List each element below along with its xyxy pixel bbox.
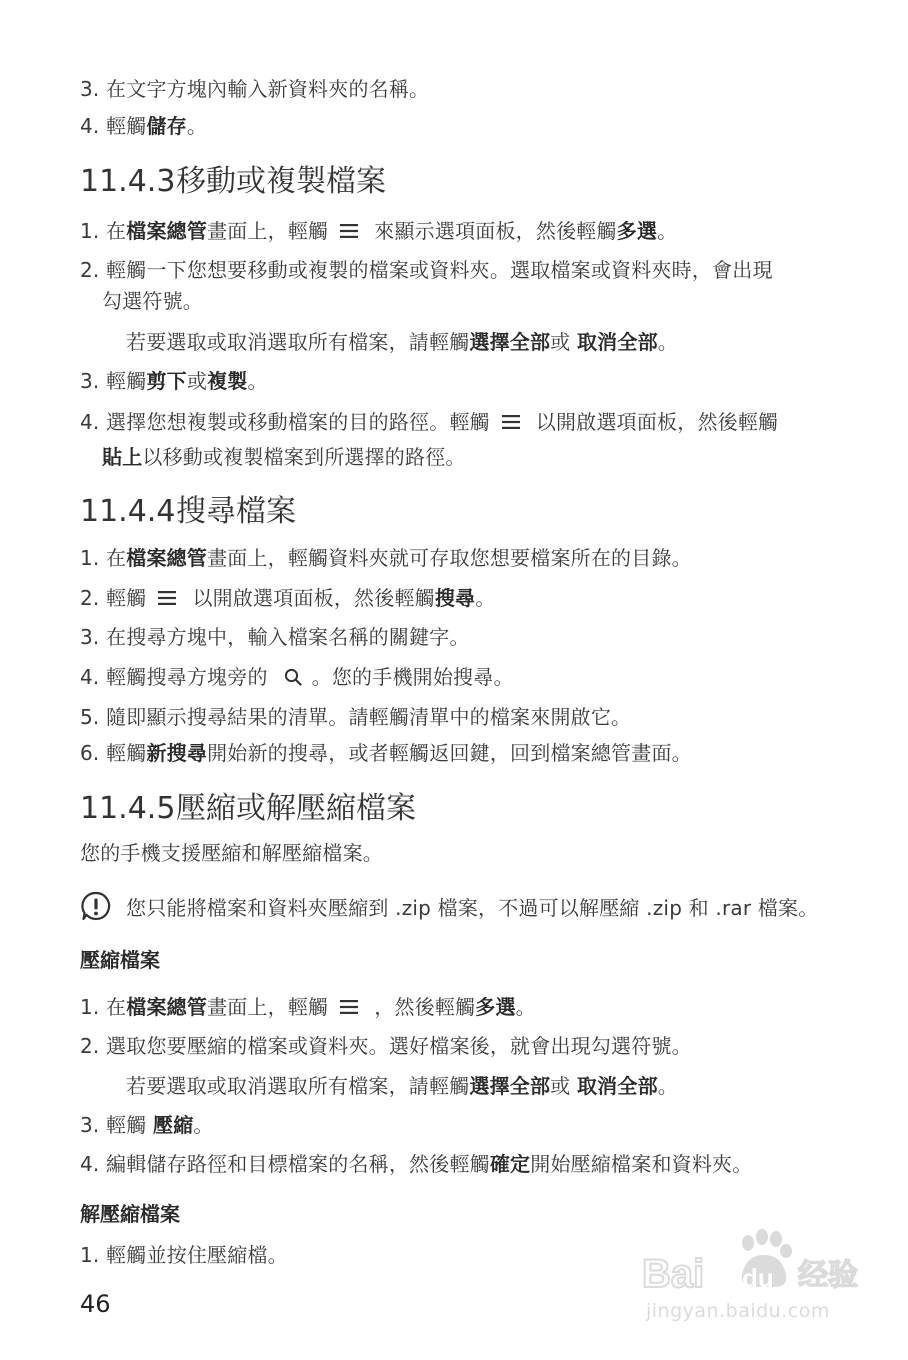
move-step-4-line-1: 4. 選擇您想複製或移動檔案的目的路徑。輕觸 以開啟選項面板，然後輕觸	[80, 410, 779, 434]
move-step-1: 1. 在檔案總管畫面上，輕觸 來顯示選項面板，然後輕觸多選。	[80, 219, 678, 243]
compress-step-1: 1. 在檔案總管畫面上，輕觸 ，然後輕觸多選。	[80, 995, 536, 1019]
decompress-step-1: 1. 輕觸並按住壓縮檔。	[80, 1243, 288, 1267]
decompress-heading: 解壓縮檔案	[80, 1202, 180, 1226]
search-step-5: 5. 隨即顯示搜尋結果的清單。請輕觸清單中的檔案來開啟它。	[80, 705, 632, 729]
compress-select-all-tip: 若要選取或取消選取所有檔案，請輕觸選擇全部或 取消全部。	[126, 1074, 678, 1098]
svg-text:Bai: Bai	[642, 1252, 705, 1296]
move-step-2-line-2: 勾選符號。	[102, 289, 203, 313]
compress-step-2: 2. 選取您要壓縮的檔案或資料夾。選好檔案後，就會出現勾選符號。	[80, 1034, 692, 1058]
section-heading-11-4-3: 11.4.3移動或複製檔案	[80, 164, 386, 199]
search-step-2: 2. 輕觸 以開啟選項面板，然後輕觸搜尋。	[80, 586, 496, 610]
step-4-tap-save: 4. 輕觸儲存。	[80, 114, 208, 138]
compress-step-3: 3. 輕觸 壓縮。	[80, 1113, 214, 1137]
move-step-4-line-2: 貼上以移動或複製檔案到所選擇的路徑。	[102, 445, 466, 469]
move-step-2-line-1: 2. 輕觸一下您想要移動或複製的檔案或資料夾。選取檔案或資料夾時，會出現	[80, 258, 773, 282]
svg-text:经验: 经验	[798, 1258, 858, 1293]
baidu-watermark-logo	[630, 1225, 870, 1335]
search-icon	[284, 668, 302, 686]
compress-intro: 您的手機支援壓縮和解壓縮檔案。	[80, 841, 383, 865]
menu-icon	[502, 415, 520, 429]
document-page	[80, 0, 840, 1360]
search-step-6: 6. 輕觸新搜尋開始新的搜尋，或者輕觸返回鍵，回到檔案總管畫面。	[80, 741, 692, 765]
svg-text:jingyan.baidu.com: jingyan.baidu.com	[646, 1300, 830, 1322]
search-step-1: 1. 在檔案總管畫面上，輕觸資料夾就可存取您想要檔案所在的目錄。	[80, 546, 692, 570]
section-heading-11-4-5: 11.4.5壓縮或解壓縮檔案	[80, 791, 416, 826]
menu-icon	[340, 1000, 358, 1014]
search-step-3: 3. 在搜尋方塊中，輸入檔案名稱的關鍵字。	[80, 625, 470, 649]
step-3-new-folder-name: 3. 在文字方塊內輸入新資料夾的名稱。	[80, 77, 430, 101]
move-step-3: 3. 輕觸剪下或複製。	[80, 369, 268, 393]
compress-heading: 壓縮檔案	[80, 948, 160, 972]
svg-text:du: du	[742, 1263, 774, 1293]
compress-step-4: 4. 編輯儲存路徑和目標檔案的名稱，然後輕觸確定開始壓縮檔案和資料夾。	[80, 1152, 753, 1176]
exclamation-icon	[80, 890, 112, 922]
search-step-4: 4. 輕觸搜尋方塊旁的 。您的手機開始搜尋。	[80, 665, 514, 689]
section-heading-11-4-4: 11.4.4搜尋檔案	[80, 494, 296, 529]
page-number: 46	[80, 1290, 111, 1318]
menu-icon	[340, 224, 358, 238]
menu-icon	[158, 591, 176, 605]
select-all-tip: 若要選取或取消選取所有檔案，請輕觸選擇全部或 取消全部。	[126, 330, 678, 354]
note-zip-only: 您只能將檔案和資料夾壓縮到 .zip 檔案，不過可以解壓縮 .zip 和 .rar 檔案。	[126, 896, 819, 920]
